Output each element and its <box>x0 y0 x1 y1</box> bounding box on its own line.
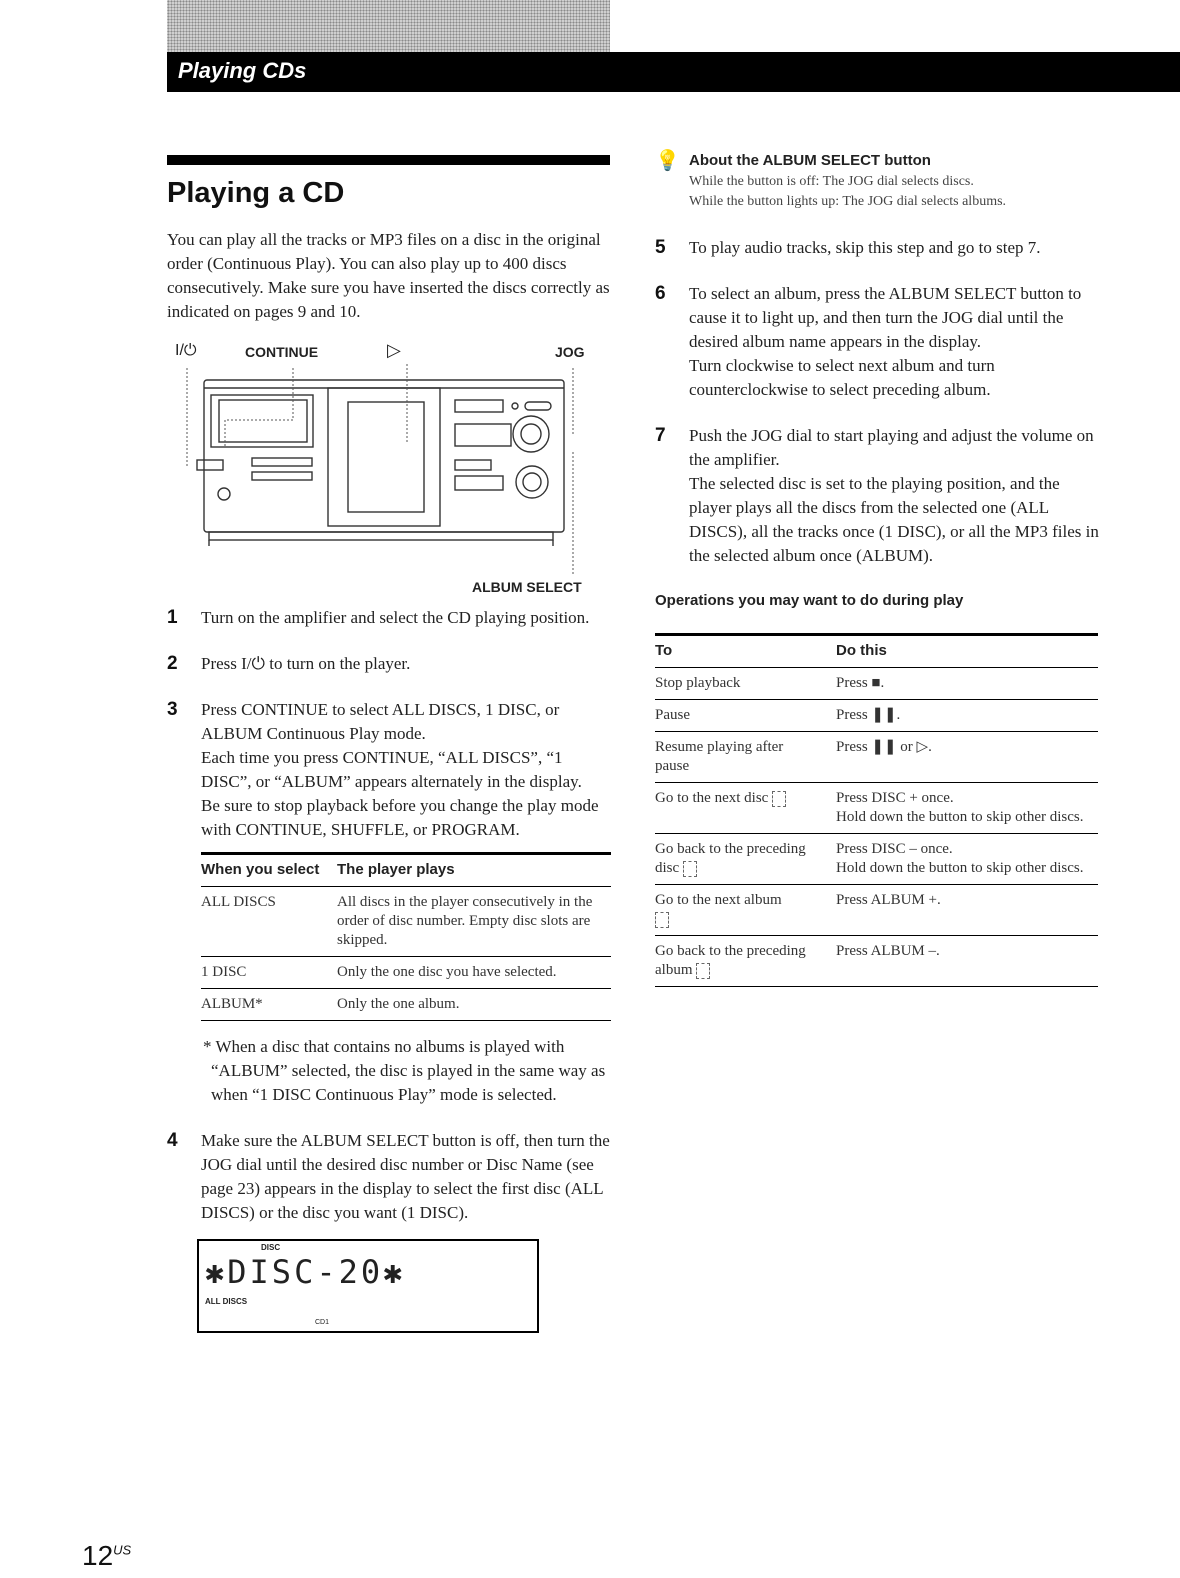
tip-line-1: While the button is off: The JOG dial selects discs. <box>689 174 974 189</box>
section-title: Playing CDs <box>178 58 307 83</box>
left-column <box>167 155 610 1333</box>
step-text-2: Turn clockwise to select next album and turn counterclockwise to select preceding album. <box>689 356 995 399</box>
display-mode-label: ALL DISCS <box>205 1297 248 1306</box>
table-row: 1 DISC Only the one disc you have selected. <box>201 957 611 989</box>
step-text: Turn on the amplifier and select the CD playing position. <box>201 608 590 627</box>
table-row: Go back to the preceding disc Press DISC – once. Hold down the button to skip other discs. <box>655 834 1098 885</box>
tip-title: About the ALBUM SELECT button <box>689 152 931 169</box>
table-row: Pause Press ❚❚. <box>655 700 1098 732</box>
step-6 <box>655 282 1100 402</box>
tip-box <box>655 150 1100 212</box>
continue-label: CONTINUE <box>245 344 319 360</box>
lcd-display <box>197 1239 539 1333</box>
step-text: Press I/⏻ to turn on the player. <box>201 654 411 673</box>
table-header: The player plays <box>337 861 455 878</box>
table-row: Resume playing after pause Press ❚❚ or ▷. <box>655 732 1098 783</box>
step-2 <box>167 652 610 676</box>
step-number: 1 <box>167 607 178 628</box>
table-header: When you select <box>201 861 320 878</box>
step-number: 3 <box>167 699 178 720</box>
lightbulb-icon: 💡 <box>655 150 680 172</box>
step-text: To play audio tracks, skip this step and go to step 7. <box>689 238 1041 257</box>
footnote: * When a disc that contains no albums is played with “ALBUM” selected, the disc is played in the same way as when “1 DISC Continuous Play” mode is selected. <box>203 1037 606 1104</box>
step-text-3: Be sure to stop playback before you change the play mode with CONTINUE, SHUFFLE, or PROGRAM. <box>201 796 599 839</box>
device-diagram <box>167 332 610 602</box>
step-text: Press CONTINUE to select ALL DISCS, 1 DISC, or ALBUM Continuous Play mode. <box>201 700 560 743</box>
page-heading: Playing a CD <box>167 177 345 209</box>
table-row: ALL DISCS All discs in the player consecutively in the order of disc number. Empty disc slots are skipped. <box>201 887 611 957</box>
table-row: Stop playback Press ■. <box>655 668 1098 700</box>
mode-table <box>201 855 611 1021</box>
step-text: Push the JOG dial to start playing and adjust the volume on the amplifier. <box>689 426 1094 469</box>
step-text-2: Each time you press CONTINUE, “ALL DISCS”, “1 DISC”, or “ALBUM” appears alternately in the display. <box>201 748 582 791</box>
header-pattern <box>167 0 610 52</box>
intro-text: You can play all the tracks or MP3 files on a disc in the original order (Continuous Play). You can also play up to 400 discs consecutively. Make sure you have inserted the discs correctly as indicated on pages 9 and 10. <box>167 230 610 321</box>
step-number: 6 <box>655 283 666 304</box>
display-top-label: DISC <box>261 1243 281 1252</box>
step-text: To select an album, press the ALBUM SELECT button to cause it to light up, and then turn the JOG dial until the desired album name appears in the display. <box>689 284 1082 351</box>
ops-table <box>655 636 1098 987</box>
table-row: Go to the next album Press ALBUM +. <box>655 885 1098 936</box>
power-label: I/⏻ <box>175 342 197 359</box>
remote-icon <box>772 791 786 807</box>
remote-icon <box>696 963 710 979</box>
right-column <box>655 150 1100 987</box>
display-cd-label: CD1 <box>315 1319 330 1326</box>
step-number: 5 <box>655 237 666 258</box>
heading-rule <box>167 155 610 165</box>
display-main-text: ✱DISC-20✱ <box>205 1253 406 1291</box>
step-number: 4 <box>167 1130 178 1151</box>
album-select-label: ALBUM SELECT <box>472 579 582 595</box>
step-5 <box>655 236 1100 260</box>
table-row: ALBUM* Only the one album. <box>201 989 611 1021</box>
step-4 <box>167 1129 610 1225</box>
table-row: Go back to the preceding album Press ALBUM –. <box>655 936 1098 987</box>
tip-line-2: While the button lights up: The JOG dial selects albums. <box>689 194 1007 209</box>
step-3 <box>167 698 610 842</box>
ops-heading: Operations you may want to do during play <box>655 592 964 609</box>
ops-table-wrap <box>655 633 1098 987</box>
step-7 <box>655 424 1100 568</box>
step-number: 7 <box>655 425 666 446</box>
remote-icon <box>655 912 669 928</box>
remote-icon <box>683 861 697 877</box>
play-label: ▷ <box>387 340 401 360</box>
cd-player-illustration <box>167 332 610 602</box>
step-text-2: The selected disc is set to the playing position, and the player plays all the discs from the selected one (ALL DISCS), all the tracks once (1 DISC), or all the MP3 files in the selected album once (ALBUM). <box>689 474 1099 565</box>
mode-table-wrap <box>201 852 611 1021</box>
step-number: 2 <box>167 653 178 674</box>
table-header: To <box>655 642 673 659</box>
section-header-bar <box>167 52 1180 92</box>
table-row: Go to the next disc Press DISC + once. Hold down the button to skip other discs. <box>655 783 1098 834</box>
table-header: Do this <box>836 642 887 659</box>
jog-label: JOG <box>555 344 585 360</box>
step-1 <box>167 606 610 630</box>
page-number: $12^{US}$ <box>82 1540 132 1571</box>
step-text: Make sure the ALBUM SELECT button is off, then turn the JOG dial until the desired disc number or Disc Name (see page 23) appears in the display to select the first disc (ALL DISCS) or the disc you want (1 DISC). <box>201 1131 610 1222</box>
